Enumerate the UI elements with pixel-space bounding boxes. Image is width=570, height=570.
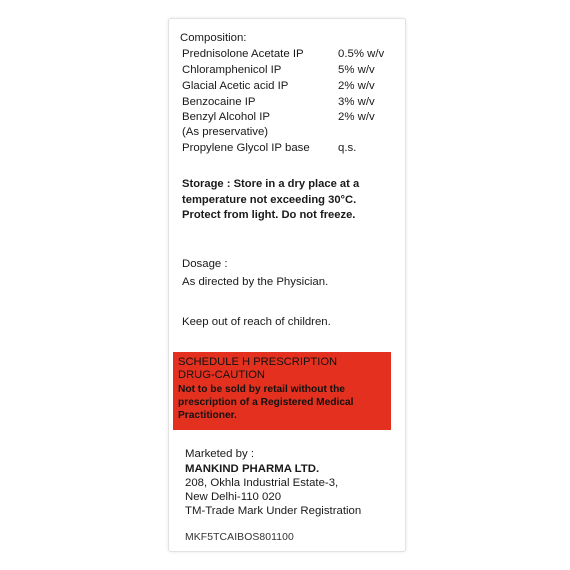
- storage-line: Protect from light. Do not freeze.: [182, 209, 356, 221]
- dosage-text: As directed by the Physician.: [182, 276, 329, 288]
- warning-body: [178, 383, 354, 422]
- ingredient-qty: q.s.: [338, 142, 357, 154]
- marketed-by-label: Marketed by :: [185, 448, 255, 460]
- warning-heading: [178, 356, 337, 382]
- company-address-line2: New Delhi-110 020: [185, 491, 282, 503]
- ingredient-qty: 0.5% w/v: [338, 48, 385, 60]
- warning-body-line: Practitioner.: [178, 410, 237, 421]
- trademark-note: TM-Trade Mark Under Registration: [185, 505, 362, 517]
- ingredient-name: Glacial Acetic acid IP: [182, 80, 289, 92]
- ingredient-qty: 2% w/v: [338, 80, 375, 92]
- storage-line: Storage : Store in a dry place at a: [182, 178, 360, 190]
- ingredient-name: Chloramphenicol IP: [182, 64, 282, 76]
- company-address-line1: 208, Okhla Industrial Estate-3,: [185, 477, 339, 489]
- storage-instructions: [182, 177, 359, 224]
- ingredient-qty: 3% w/v: [338, 96, 375, 108]
- dosage-title: Dosage :: [182, 258, 228, 270]
- ingredient-name: Prednisolone Acetate IP: [182, 48, 304, 60]
- warning-heading-line: SCHEDULE H PRESCRIPTION: [178, 356, 338, 368]
- medicine-label-card: [168, 18, 406, 552]
- ingredient-name: Propylene Glycol IP base: [182, 142, 310, 154]
- company-name: MANKIND PHARMA LTD.: [185, 463, 320, 475]
- composition-title: Composition:: [180, 32, 247, 44]
- schedule-h-warning-box: [173, 352, 391, 430]
- storage-line: temperature not exceeding 30°C.: [182, 193, 357, 206]
- ingredient-name: Benzocaine IP: [182, 96, 256, 108]
- ingredient-qty: 5% w/v: [338, 64, 375, 76]
- product-code: MKF5TCAIBOS801100: [185, 532, 294, 543]
- warning-heading-line: DRUG-CAUTION: [178, 369, 266, 381]
- warning-body-line: prescription of a Registered Medical: [178, 397, 354, 408]
- keep-out-warning: Keep out of reach of children.: [182, 316, 331, 328]
- warning-body-line: Not to be sold by retail without the: [178, 384, 345, 395]
- ingredient-name: Benzyl Alcohol IP: [182, 111, 271, 123]
- ingredient-name: (As preservative): [182, 126, 269, 138]
- ingredient-qty: 2% w/v: [338, 111, 375, 123]
